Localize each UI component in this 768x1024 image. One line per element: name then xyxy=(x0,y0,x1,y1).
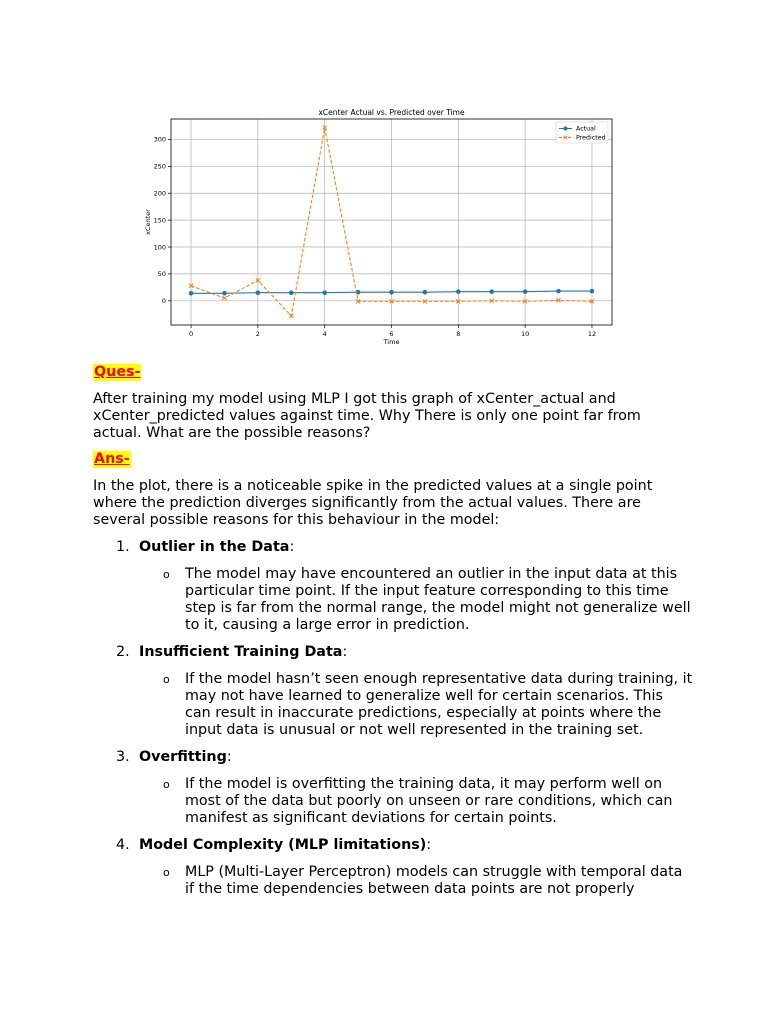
bullet-text: If the model is overfitting the training data, it may perform well on most of the data but poorly on unseen or rare conditions, which can manifest as significant deviations for certain points. xyxy=(185,776,673,826)
bullet-text: If the model hasn’t seen enough representative data during training, it may not have learned to generalize well for certain scenarios. This can result in inaccurate predictions, especially at points where the input data is unusual or not well represented in the training set. xyxy=(185,671,693,738)
data-point-actual xyxy=(289,290,294,295)
data-point-actual xyxy=(523,289,528,294)
list-item xyxy=(93,539,693,634)
y-tick-label: 300 xyxy=(153,135,166,144)
data-point-actual xyxy=(389,290,394,295)
bullet-text: MLP (Multi-Layer Perceptron) models can struggle with temporal data if the time dependencies between data points are not properly xyxy=(185,864,683,897)
y-tick-label: 0 xyxy=(161,297,166,306)
list-item-number: 2. xyxy=(116,644,130,660)
list-item-bullet xyxy=(93,566,693,634)
list-item-heading xyxy=(93,837,693,854)
list-item-colon: : xyxy=(226,749,232,765)
bullet-circle-icon: o xyxy=(163,778,170,791)
list-item-number: 4. xyxy=(116,837,130,853)
chart-figure xyxy=(130,103,630,348)
y-tick-label: 200 xyxy=(153,189,166,198)
x-tick-label: 10 xyxy=(520,330,530,338)
list-item-title: Model Complexity (MLP limitations) xyxy=(139,837,427,853)
legend-label-predicted: Predicted xyxy=(576,134,606,142)
list-item xyxy=(93,644,693,739)
data-point-actual xyxy=(256,290,261,295)
list-item-title: Insufficient Training Data xyxy=(139,644,343,660)
list-item xyxy=(93,837,693,898)
x-tick-label: 2 xyxy=(255,330,260,338)
bullet-circle-icon: o xyxy=(163,568,170,581)
data-point-actual xyxy=(222,291,227,296)
list-item-bullet xyxy=(93,671,693,739)
data-point-actual xyxy=(189,291,194,296)
question-label: Ques- xyxy=(94,364,141,380)
list-item-title: Overfitting xyxy=(139,749,227,765)
y-tick-label: 150 xyxy=(153,216,166,225)
question-text: After training my model using MLP I got this graph of xCenter_actual and xCenter_predicted values against time. Why There is only one point far from actual. What are the possible reasons? xyxy=(93,391,641,441)
list-item xyxy=(93,749,693,827)
line-chart xyxy=(130,103,630,348)
x-axis-label: Time xyxy=(383,338,400,346)
answer-intro: In the plot, there is a noticeable spike in the predicted values at a single point where the prediction diverges significantly from the actual values. There are several possible reasons for this behaviour in the model: xyxy=(93,478,653,528)
question-label-row xyxy=(93,364,693,381)
list-item-number: 3. xyxy=(116,749,130,765)
data-point-actual xyxy=(590,289,595,294)
data-point-actual xyxy=(489,289,494,294)
list-item-colon: : xyxy=(289,539,295,555)
list-item-bullet xyxy=(93,776,693,827)
y-tick-label: 250 xyxy=(153,162,166,171)
x-tick-label: 6 xyxy=(389,330,394,338)
data-point-actual xyxy=(556,289,561,294)
list-item-number: 1. xyxy=(116,539,130,555)
legend-marker-actual xyxy=(564,127,568,131)
y-axis-label: xCenter xyxy=(144,209,152,235)
list-item-bullet xyxy=(93,864,693,898)
data-point-actual xyxy=(322,290,327,295)
bullet-text: The model may have encountered an outlier in the input data at this particular time point. If the input feature corresponding to this time step is far from the normal range, the model might not generalize well to it, causing a large error in prediction. xyxy=(185,566,691,633)
chart-title: xCenter Actual vs. Predicted over Time xyxy=(318,108,465,117)
document-body xyxy=(93,364,693,898)
list-item-heading xyxy=(93,644,693,661)
list-item-heading xyxy=(93,539,693,556)
x-tick-label: 12 xyxy=(587,330,597,338)
list-item-colon: : xyxy=(426,837,432,853)
bullet-circle-icon: o xyxy=(163,673,170,686)
x-tick-label: 0 xyxy=(188,330,194,338)
y-tick-label: 50 xyxy=(157,270,166,279)
answer-label: Ans- xyxy=(94,451,130,467)
reasons-list xyxy=(93,539,693,898)
answer-label-row xyxy=(93,451,693,468)
x-tick-label: 8 xyxy=(456,330,461,338)
y-tick-label: 100 xyxy=(153,243,166,252)
list-item-title: Outlier in the Data xyxy=(139,539,290,555)
list-item-colon: : xyxy=(342,644,348,660)
x-tick-label: 4 xyxy=(322,330,327,338)
data-point-actual xyxy=(423,290,428,295)
legend-label-actual: Actual xyxy=(576,125,596,133)
bullet-circle-icon: o xyxy=(163,866,170,879)
data-point-actual xyxy=(456,289,461,294)
list-item-heading xyxy=(93,749,693,766)
